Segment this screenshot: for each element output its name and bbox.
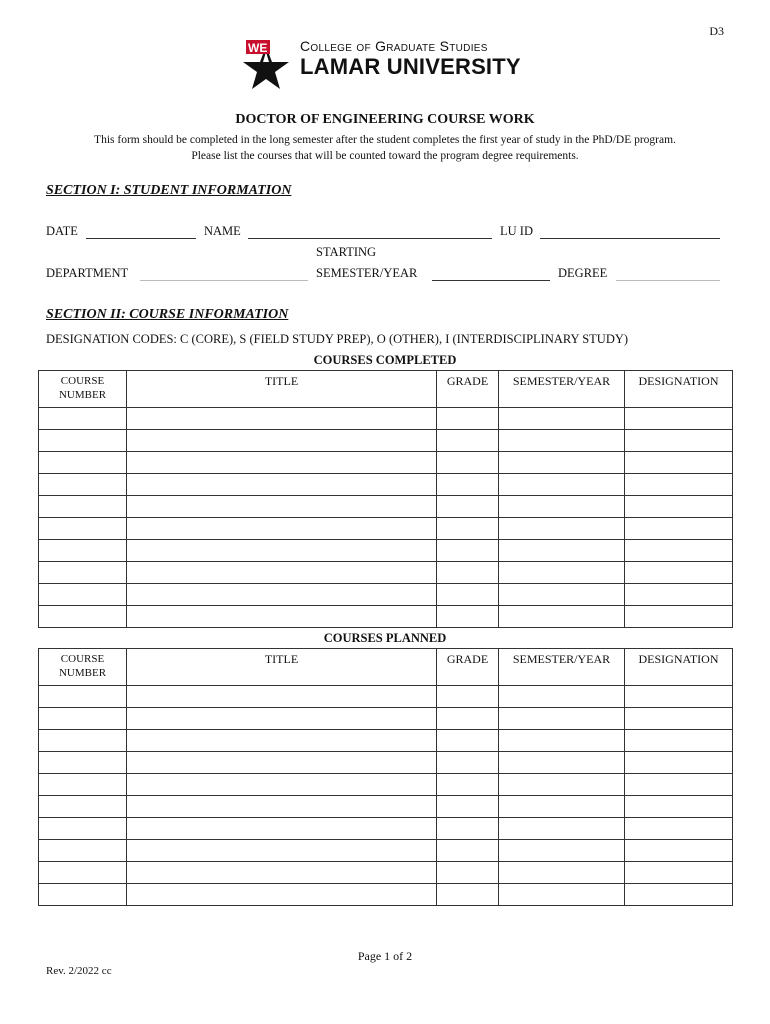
courses-completed-title: COURSES COMPLETED	[313, 353, 457, 367]
table-row	[39, 496, 733, 518]
designation-cell[interactable]	[625, 796, 733, 818]
designation-codes: DESIGNATION CODES: C (CORE), S (FIELD STUDY PREP), O (OTHER), I (INTERDISCIPLINARY STUDY)	[46, 332, 629, 346]
grade-cell[interactable]	[437, 496, 499, 518]
table-row	[39, 686, 733, 708]
title-cell[interactable]	[127, 730, 437, 752]
title-cell[interactable]	[127, 686, 437, 708]
university-logo	[236, 38, 536, 94]
grade-cell[interactable]	[437, 562, 499, 584]
courses-planned-title: COURSES PLANNED	[323, 631, 447, 645]
course-number-cell[interactable]	[39, 862, 127, 884]
table-row	[39, 840, 733, 862]
grade-cell[interactable]	[437, 540, 499, 562]
form-id: D3	[709, 24, 724, 38]
grade-cell[interactable]	[437, 708, 499, 730]
designation-cell[interactable]	[625, 430, 733, 452]
grade-cell[interactable]	[437, 474, 499, 496]
course-number-cell[interactable]	[39, 752, 127, 774]
table-row	[39, 452, 733, 474]
title-cell[interactable]	[127, 452, 437, 474]
course-number-cell[interactable]	[39, 708, 127, 730]
semester-year-cell[interactable]	[499, 730, 625, 752]
grade-cell[interactable]	[437, 606, 499, 628]
instructions-line-2: Please list the courses that will be counted toward the program degree requirements.	[191, 150, 579, 162]
semester-year-cell[interactable]	[499, 584, 625, 606]
designation-cell[interactable]	[625, 862, 733, 884]
semester-year-cell[interactable]	[499, 518, 625, 540]
title-cell[interactable]	[127, 774, 437, 796]
semester-year-cell[interactable]	[499, 540, 625, 562]
title-cell[interactable]	[127, 862, 437, 884]
luid-label: LU ID	[500, 224, 533, 238]
designation-cell[interactable]	[625, 774, 733, 796]
grade-cell[interactable]	[437, 730, 499, 752]
course-number-cell[interactable]	[39, 686, 127, 708]
form-instructions	[0, 132, 770, 164]
table-row	[39, 518, 733, 540]
designation-cell[interactable]	[625, 540, 733, 562]
logo-university-name: LAMAR UNIVERSITY	[300, 54, 521, 79]
grade-cell[interactable]	[437, 818, 499, 840]
table-header-row	[39, 371, 733, 408]
designation-cell[interactable]	[625, 452, 733, 474]
logo-college-name: College of Graduate Studies	[300, 38, 488, 54]
col-semester-year: SEMESTER/YEAR	[499, 371, 625, 408]
semester-year-cell[interactable]	[499, 606, 625, 628]
col-title: TITLE	[127, 371, 437, 408]
instructions-line-1: This form should be completed in the long semester after the student completes the first year of study in the PhD/DE program.	[94, 134, 676, 146]
luid-field[interactable]	[540, 238, 720, 239]
table-row	[39, 430, 733, 452]
designation-cell[interactable]	[625, 818, 733, 840]
title-cell[interactable]	[127, 430, 437, 452]
course-number-cell[interactable]	[39, 606, 127, 628]
semester-year-cell[interactable]	[499, 408, 625, 430]
department-field[interactable]	[140, 280, 308, 281]
table-row	[39, 796, 733, 818]
star-logo-icon	[236, 38, 296, 94]
course-number-cell[interactable]	[39, 562, 127, 584]
course-number-cell[interactable]	[39, 496, 127, 518]
form-title: DOCTOR OF ENGINEERING COURSE WORK	[235, 112, 535, 127]
semester-year-cell[interactable]	[499, 818, 625, 840]
table-row	[39, 818, 733, 840]
title-cell[interactable]	[127, 708, 437, 730]
semester-year-cell[interactable]	[499, 686, 625, 708]
course-number-cell[interactable]	[39, 540, 127, 562]
table-row	[39, 584, 733, 606]
course-number-cell[interactable]	[39, 408, 127, 430]
designation-cell[interactable]	[625, 606, 733, 628]
date-label: DATE	[46, 224, 78, 238]
name-label: NAME	[204, 224, 241, 238]
title-cell[interactable]	[127, 884, 437, 906]
grade-cell[interactable]	[437, 408, 499, 430]
title-cell[interactable]	[127, 518, 437, 540]
designation-cell[interactable]	[625, 518, 733, 540]
table-row	[39, 752, 733, 774]
designation-cell[interactable]	[625, 562, 733, 584]
semester-year-cell[interactable]	[499, 562, 625, 584]
semester-year-cell[interactable]	[499, 708, 625, 730]
table-row	[39, 862, 733, 884]
course-number-cell[interactable]	[39, 818, 127, 840]
name-field[interactable]	[248, 238, 492, 239]
courses-completed-table	[38, 370, 733, 628]
title-cell[interactable]	[127, 540, 437, 562]
page-number: Page 1 of 2	[357, 949, 413, 963]
revision-note: Rev. 2/2022 cc	[46, 965, 112, 977]
designation-cell[interactable]	[625, 840, 733, 862]
grade-cell[interactable]	[437, 752, 499, 774]
course-number-cell[interactable]	[39, 518, 127, 540]
table-row	[39, 562, 733, 584]
semester-year-cell[interactable]	[499, 862, 625, 884]
designation-cell[interactable]	[625, 730, 733, 752]
semester-year-cell[interactable]	[499, 796, 625, 818]
course-number-cell[interactable]	[39, 430, 127, 452]
col-grade: GRADE	[437, 371, 499, 408]
title-cell[interactable]	[127, 840, 437, 862]
title-cell[interactable]	[127, 606, 437, 628]
title-cell[interactable]	[127, 408, 437, 430]
course-number-cell[interactable]	[39, 774, 127, 796]
semester-year-field[interactable]	[432, 280, 550, 281]
grade-cell[interactable]	[437, 518, 499, 540]
semester-year-cell[interactable]	[499, 496, 625, 518]
title-cell[interactable]	[127, 796, 437, 818]
semester-year-cell[interactable]	[499, 474, 625, 496]
col-course-number: COURSE NUMBER	[39, 649, 127, 686]
col-title: TITLE	[127, 649, 437, 686]
grade-cell[interactable]	[437, 584, 499, 606]
course-number-cell[interactable]	[39, 840, 127, 862]
degree-field[interactable]	[616, 280, 720, 281]
designation-cell[interactable]	[625, 474, 733, 496]
grade-cell[interactable]	[437, 796, 499, 818]
grade-cell[interactable]	[437, 774, 499, 796]
title-cell[interactable]	[127, 474, 437, 496]
grade-cell[interactable]	[437, 862, 499, 884]
table-row	[39, 606, 733, 628]
course-number-cell[interactable]	[39, 452, 127, 474]
department-label: DEPARTMENT	[46, 266, 129, 280]
designation-cell[interactable]	[625, 408, 733, 430]
table-row	[39, 408, 733, 430]
designation-cell[interactable]	[625, 884, 733, 906]
title-cell[interactable]	[127, 752, 437, 774]
semester-year-cell[interactable]	[499, 884, 625, 906]
course-number-cell[interactable]	[39, 884, 127, 906]
designation-cell[interactable]	[625, 708, 733, 730]
semester-year-cell[interactable]	[499, 840, 625, 862]
semester-year-label: SEMESTER/YEAR	[316, 266, 418, 280]
designation-cell[interactable]	[625, 496, 733, 518]
col-designation: DESIGNATION	[625, 371, 733, 408]
grade-cell[interactable]	[437, 686, 499, 708]
designation-cell[interactable]	[625, 584, 733, 606]
starting-label: STARTING	[316, 245, 377, 259]
table-row	[39, 774, 733, 796]
col-grade: GRADE	[437, 649, 499, 686]
date-field[interactable]	[86, 238, 196, 239]
title-cell[interactable]	[127, 584, 437, 606]
title-cell[interactable]	[127, 818, 437, 840]
semester-year-cell[interactable]	[499, 774, 625, 796]
logo-mark: WE	[248, 41, 268, 55]
table-row	[39, 540, 733, 562]
course-number-cell[interactable]	[39, 730, 127, 752]
courses-planned-table	[38, 648, 733, 906]
semester-year-cell[interactable]	[499, 430, 625, 452]
title-cell[interactable]	[127, 496, 437, 518]
section-2-heading: SECTION II: COURSE INFORMATION	[46, 307, 289, 322]
table-row	[39, 884, 733, 906]
table-row	[39, 708, 733, 730]
course-number-cell[interactable]	[39, 796, 127, 818]
degree-label: DEGREE	[558, 266, 608, 280]
table-row	[39, 474, 733, 496]
designation-cell[interactable]	[625, 686, 733, 708]
grade-cell[interactable]	[437, 840, 499, 862]
semester-year-cell[interactable]	[499, 752, 625, 774]
table-header-row	[39, 649, 733, 686]
col-semester-year: SEMESTER/YEAR	[499, 649, 625, 686]
designation-cell[interactable]	[625, 752, 733, 774]
grade-cell[interactable]	[437, 452, 499, 474]
course-number-cell[interactable]	[39, 584, 127, 606]
title-cell[interactable]	[127, 562, 437, 584]
section-1-heading: SECTION I: STUDENT INFORMATION	[46, 183, 292, 198]
col-designation: DESIGNATION	[625, 649, 733, 686]
semester-year-cell[interactable]	[499, 452, 625, 474]
col-course-number: COURSE NUMBER	[39, 371, 127, 408]
table-row	[39, 730, 733, 752]
grade-cell[interactable]	[437, 884, 499, 906]
grade-cell[interactable]	[437, 430, 499, 452]
course-number-cell[interactable]	[39, 474, 127, 496]
